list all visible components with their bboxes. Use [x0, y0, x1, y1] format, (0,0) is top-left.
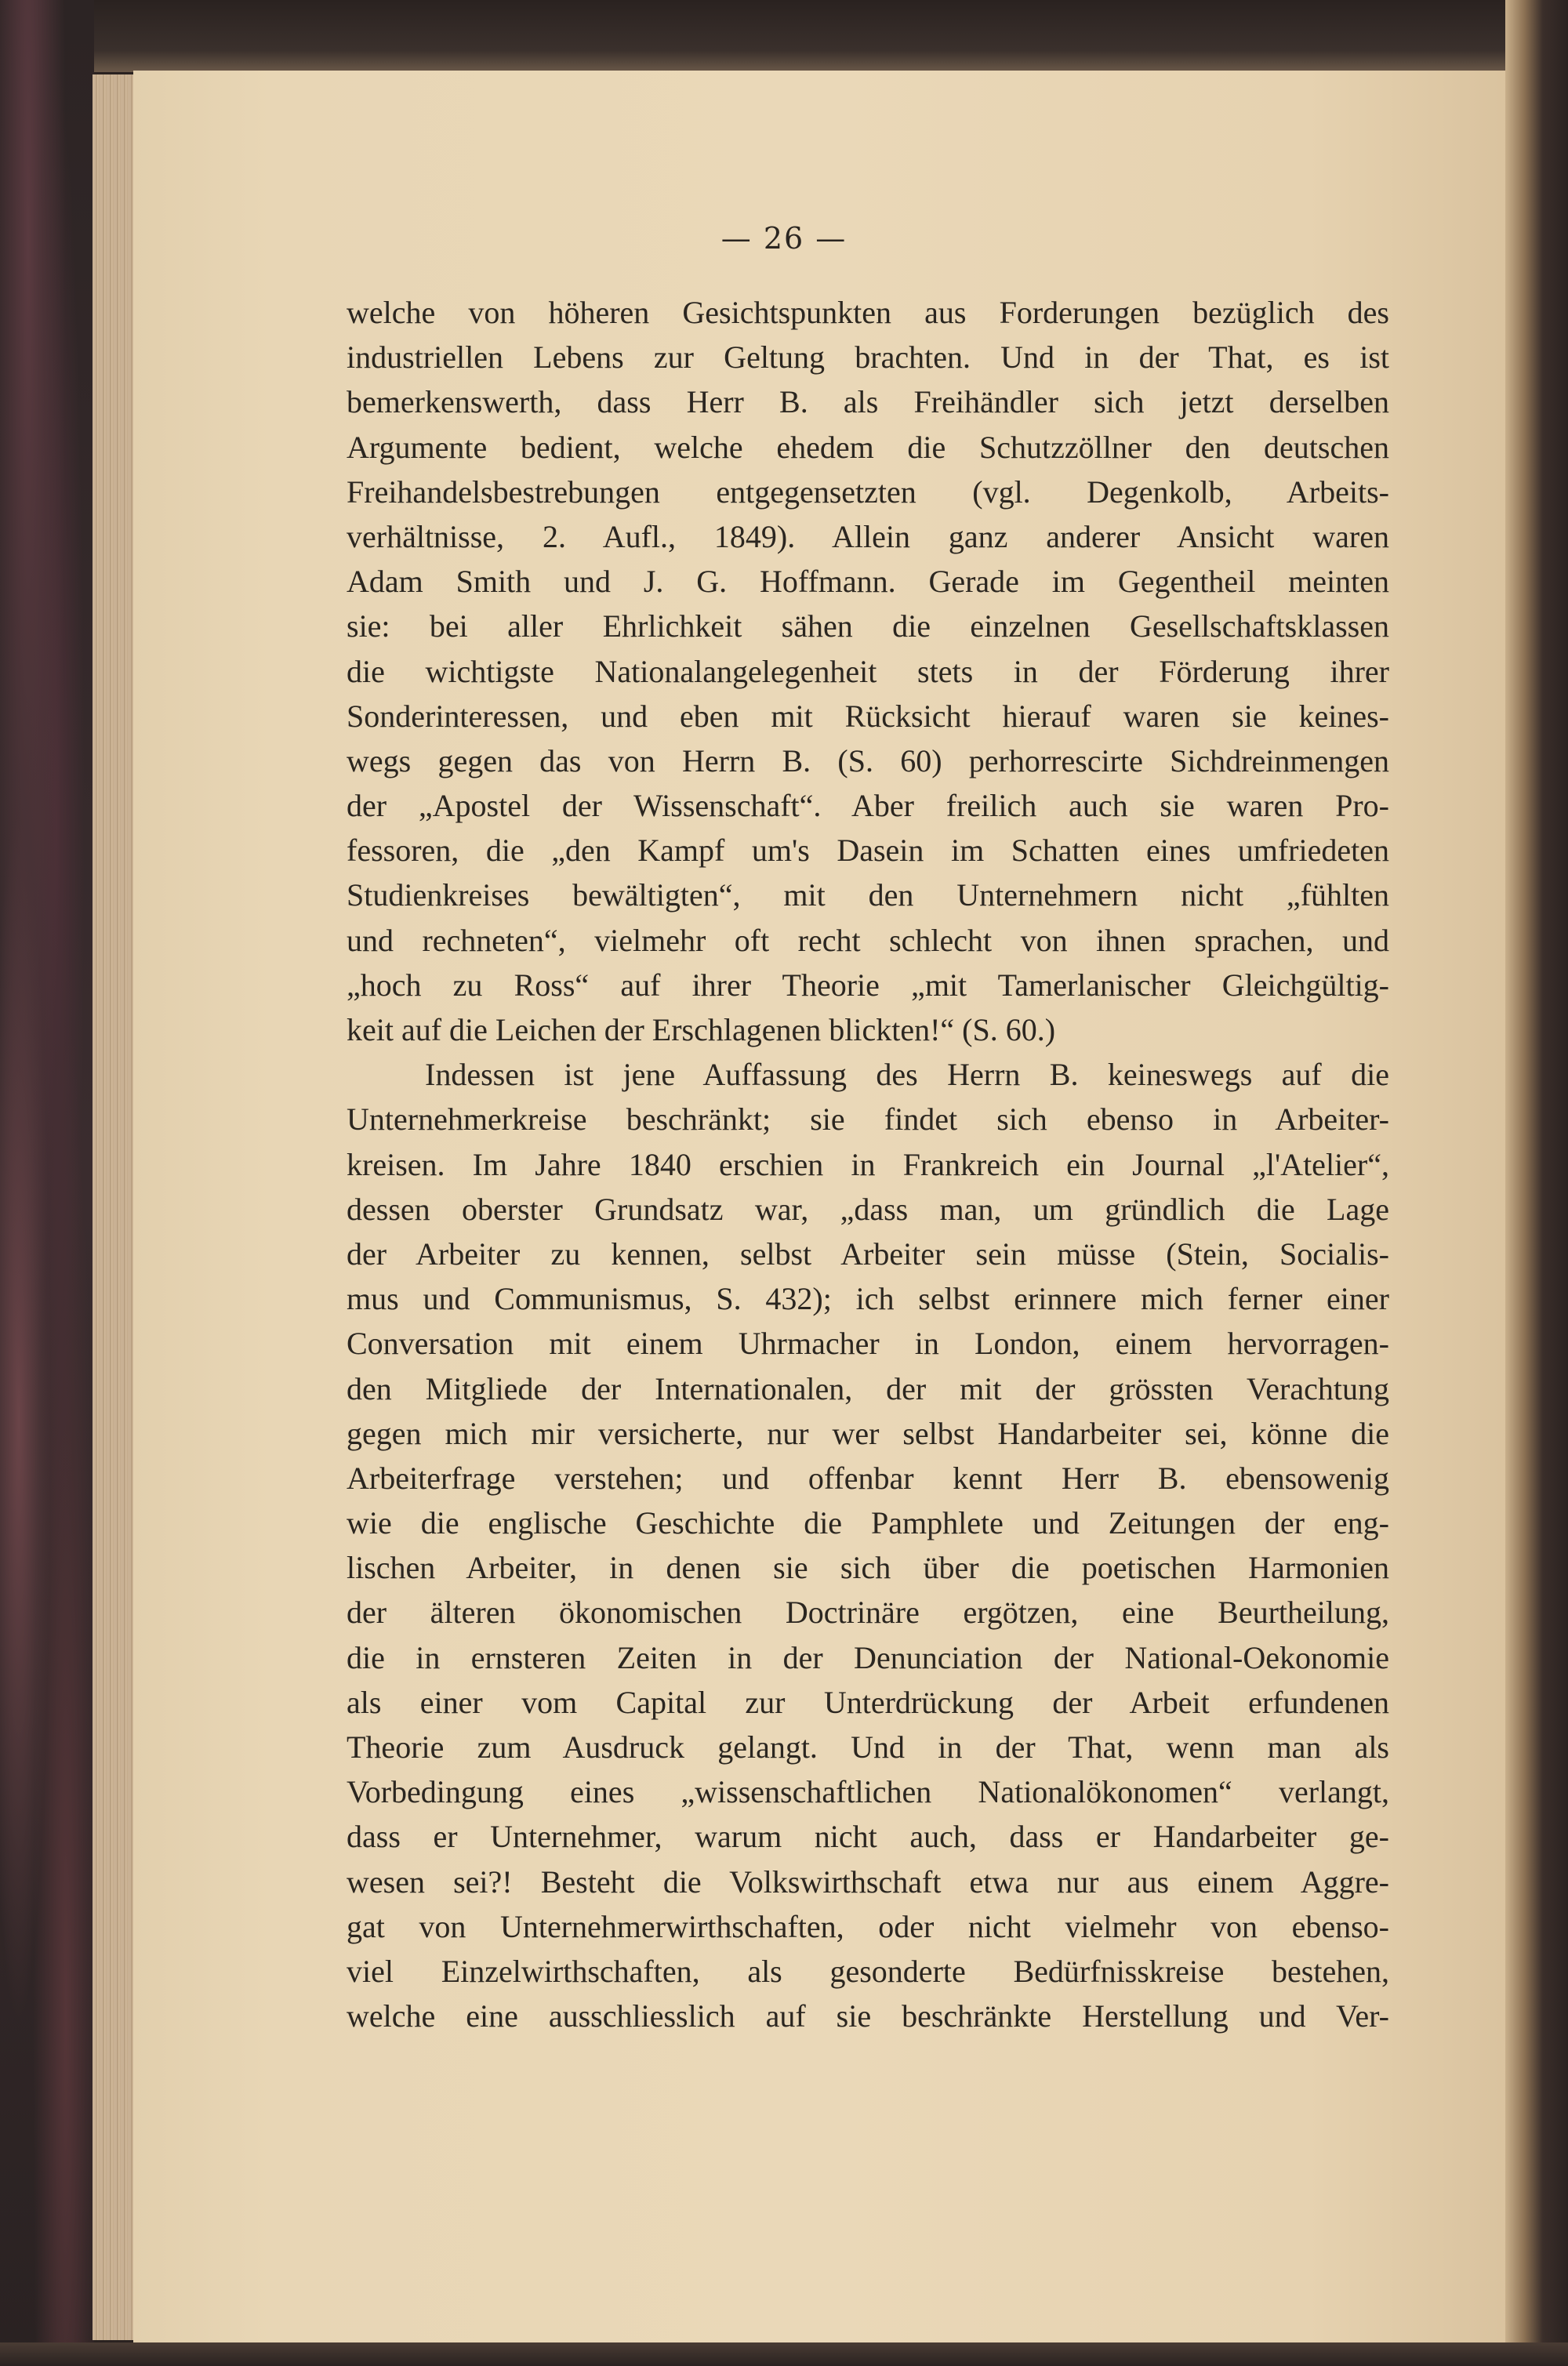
text-line: Conversation mit einem Uhrmacher in London, einem hervorragen- — [347, 1326, 1389, 1362]
text-line: den Mitgliede der Internationalen, der mit der grössten Verachtung — [347, 1370, 1389, 1406]
text-line: Theorie zum Ausdruck gelangt. Und in der That, wenn man als — [347, 1729, 1389, 1765]
text-line: Unternehmerkreise beschränkt; sie findet sich ebenso in Arbeiter- — [347, 1101, 1389, 1138]
text-line: Vorbedingung eines „wissenschaftlichen Nationalökonomen“ verlangt, — [347, 1774, 1389, 1810]
text-line: industriellen Lebens zur Geltung brachten. Und in der That, es ist — [347, 339, 1389, 376]
text-line: wesen sei?! Besteht die Volkswirthschaft etwa nur aus einem Aggre- — [347, 1863, 1389, 1900]
text-line: viel Einzelwirthschaften, als gesonderte Bedürfnisskreise bestehen, — [347, 1953, 1389, 1989]
text-line: dass er Unternehmer, warum nicht auch, dass er Handarbeiter ge- — [347, 1819, 1389, 1855]
text-line: dessen oberster Grundsatz war, „dass man, um gründlich die Lage — [347, 1191, 1389, 1227]
text-line: als einer vom Capital zur Unterdrückung der Arbeit erfundenen — [347, 1684, 1389, 1720]
cover-right-edge — [1505, 0, 1568, 2366]
text-line: bemerkenswerth, dass Herr B. als Freihändler sich jetzt derselben — [347, 384, 1389, 420]
text-line: welche eine ausschliesslich auf sie beschränkte Herstellung und Ver- — [347, 1998, 1389, 2034]
text-line: und rechneten“, vielmehr oft recht schlecht von ihnen sprachen, und — [347, 922, 1389, 958]
book-top-edge — [0, 0, 1568, 72]
text-line: der älteren ökonomischen Doctrinäre ergötzen, eine Beurtheilung, — [347, 1595, 1389, 1631]
text-line: die in ernsteren Zeiten in der Denunciation der National-Oekonomie — [347, 1639, 1389, 1675]
text-line: wie die englische Geschichte die Pamphlete und Zeitungen der eng- — [347, 1505, 1389, 1541]
text-line: Studienkreises bewältigten“, mit den Unternehmern nicht „fühlten — [347, 877, 1389, 913]
text-line: Adam Smith und J. G. Hoffmann. Gerade im Gegentheil meinten — [347, 564, 1389, 600]
text-line: gat von Unternehmerwirthschaften, oder nicht vielmehr von ebenso- — [347, 1908, 1389, 1944]
page-number: — 26 — — [720, 221, 848, 256]
text-line: Arbeiterfrage verstehen; und offenbar kennt Herr B. ebensowenig — [347, 1460, 1389, 1496]
text-line: „hoch zu Ross“ auf ihrer Theorie „mit Tamerlanischer Gleichgültig- — [347, 967, 1389, 1003]
text-line: Sonderinteressen, und eben mit Rücksicht hierauf waren sie keines- — [347, 698, 1389, 734]
text-line: kreisen. Im Jahre 1840 erschien in Frankreich ein Journal „l'Atelier“, — [347, 1146, 1389, 1182]
body-text — [347, 290, 1389, 2038]
book-bottom-edge — [0, 2342, 1568, 2366]
text-line: die wichtigste Nationalangelegenheit stets in der Förderung ihrer — [347, 653, 1389, 689]
text-line: Freihandelsbestrebungen entgegensetzten (vgl. Degenkolb, Arbeits- — [347, 474, 1389, 510]
text-line: der Arbeiter zu kennen, selbst Arbeiter sein müsse (Stein, Socialis- — [347, 1236, 1389, 1272]
text-line: der „Apostel der Wissenschaft“. Aber freilich auch sie waren Pro- — [347, 788, 1389, 824]
text-line: fessoren, die „den Kampf um's Dasein im Schatten eines umfriedeten — [347, 833, 1389, 869]
paragraph-end-line: keit auf die Leichen der Erschlagenen blickten!“ (S. 60.) — [347, 1012, 1056, 1047]
paragraph-start-line: Indessen ist jene Auffassung des Herrn B. keineswegs auf die — [425, 1057, 1389, 1093]
text-line: welche von höheren Gesichtspunkten aus Forderungen bezüglich des — [347, 295, 1389, 330]
text-line: Argumente bedient, welche ehedem die Schutzzöllner den deutschen — [347, 429, 1389, 465]
text-line: sie: bei aller Ehrlichkeit sähen die einzelnen Gesellschaftsklassen — [347, 608, 1389, 644]
text-line: mus und Communismus, S. 432); ich selbst erinnere mich ferner einer — [347, 1281, 1389, 1317]
text-line: verhältnisse, 2. Aufl., 1849). Allein ganz anderer Ansicht waren — [347, 518, 1389, 554]
marbled-cover-left — [0, 0, 94, 2366]
text-line: gegen mich mir versicherte, nur wer selbst Handarbeiter sei, könne die — [347, 1415, 1389, 1451]
text-line: lischen Arbeiter, in denen sie sich über die poetischen Harmonien — [347, 1550, 1389, 1586]
page-edges — [93, 74, 140, 2340]
text-line: wegs gegen das von Herrn B. (S. 60) perhorrescirte Sichdreinmengen — [347, 742, 1389, 778]
